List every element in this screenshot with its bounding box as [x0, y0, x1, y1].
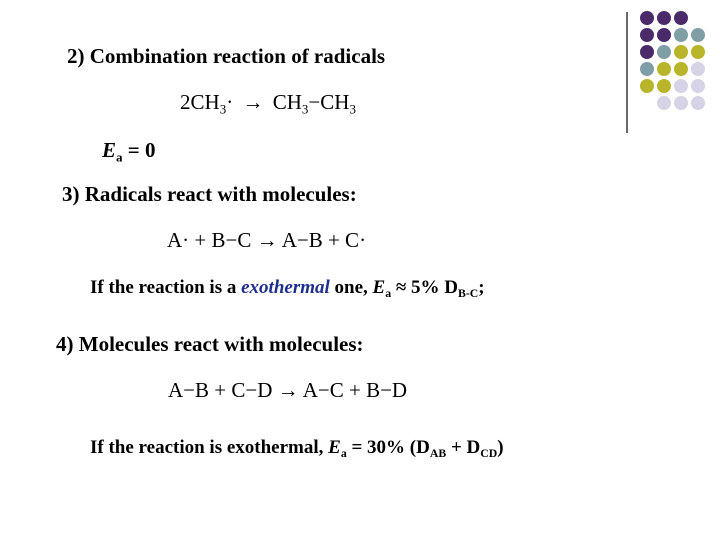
- note4-ea-sub: a: [340, 447, 347, 461]
- note3-approx: ≈ 5% D: [391, 277, 459, 298]
- decorative-dot: [674, 96, 688, 110]
- decorative-dot: [640, 45, 654, 59]
- note4-sub-cd: CD: [480, 447, 498, 461]
- section4-note: [90, 437, 504, 459]
- note3-ea: E: [372, 277, 386, 298]
- decorative-dot: [674, 45, 688, 59]
- eq-rhs-a-sub: 3: [301, 101, 309, 117]
- eq-rhs-a: CH: [272, 90, 302, 114]
- eq-lhs: 2CH: [180, 90, 220, 114]
- decorative-dot-grid: [640, 11, 720, 121]
- note4-plus: + D: [446, 437, 481, 458]
- decorative-dot: [640, 11, 654, 25]
- section2-heading: 2) Combination reaction of radicals: [67, 44, 386, 68]
- note3-prefix: If the reaction is a: [90, 277, 242, 298]
- note3-mid: one,: [329, 277, 373, 298]
- decorative-dot: [657, 79, 671, 93]
- decorative-dot: [657, 62, 671, 76]
- decorative-dot: [657, 45, 671, 59]
- decorative-dot: [657, 28, 671, 42]
- eq-arrow: →: [242, 90, 264, 114]
- section3-equation: A· + B−C → A−B + C·: [167, 228, 367, 252]
- decorative-dot: [640, 79, 654, 93]
- eq-radical-dot: ·: [226, 90, 234, 114]
- ea-value: = 0: [122, 138, 156, 162]
- decorative-dot: [640, 28, 654, 42]
- decorative-dot: [691, 96, 705, 110]
- note3-end: ;: [478, 277, 485, 298]
- decorative-dot: [691, 45, 705, 59]
- decorative-divider-line: [626, 12, 628, 133]
- eq-rhs-b: CH: [320, 90, 350, 114]
- decorative-dot: [657, 96, 671, 110]
- decorative-dot: [674, 11, 688, 25]
- note4-prefix: If the reaction is exothermal,: [90, 437, 329, 458]
- eq-lhs-sub: 3: [219, 101, 227, 117]
- decorative-dot: [691, 79, 705, 93]
- note4-mid: = 30% (D: [346, 437, 430, 458]
- decorative-dot: [691, 28, 705, 42]
- decorative-dot: [674, 79, 688, 93]
- eq-rhs-b-sub: 3: [349, 101, 356, 117]
- note3-emphasis: exothermal: [241, 277, 330, 298]
- section3-heading: 3) Radicals react with molecules:: [62, 182, 357, 206]
- decorative-dot: [674, 28, 688, 42]
- note3-d-sub: B-C: [458, 287, 479, 301]
- decorative-dot: [691, 62, 705, 76]
- section2-activation-energy: [102, 138, 156, 163]
- decorative-dot: [640, 62, 654, 76]
- ea-sub: a: [116, 149, 123, 165]
- section3-note: [90, 277, 485, 299]
- note4-sub-ab: AB: [429, 447, 447, 461]
- decorative-dot: [657, 11, 671, 25]
- section4-heading: 4) Molecules react with molecules:: [56, 332, 364, 356]
- ea-symbol: E: [102, 138, 117, 162]
- note3-ea-sub: a: [385, 287, 392, 301]
- note4-ea: E: [328, 437, 341, 458]
- decorative-dot: [674, 62, 688, 76]
- section4-equation: A−B + C−D → A−C + B−D: [168, 378, 408, 402]
- section2-equation: [180, 90, 356, 115]
- note4-end: ): [497, 437, 504, 458]
- eq-bond: −: [308, 90, 321, 114]
